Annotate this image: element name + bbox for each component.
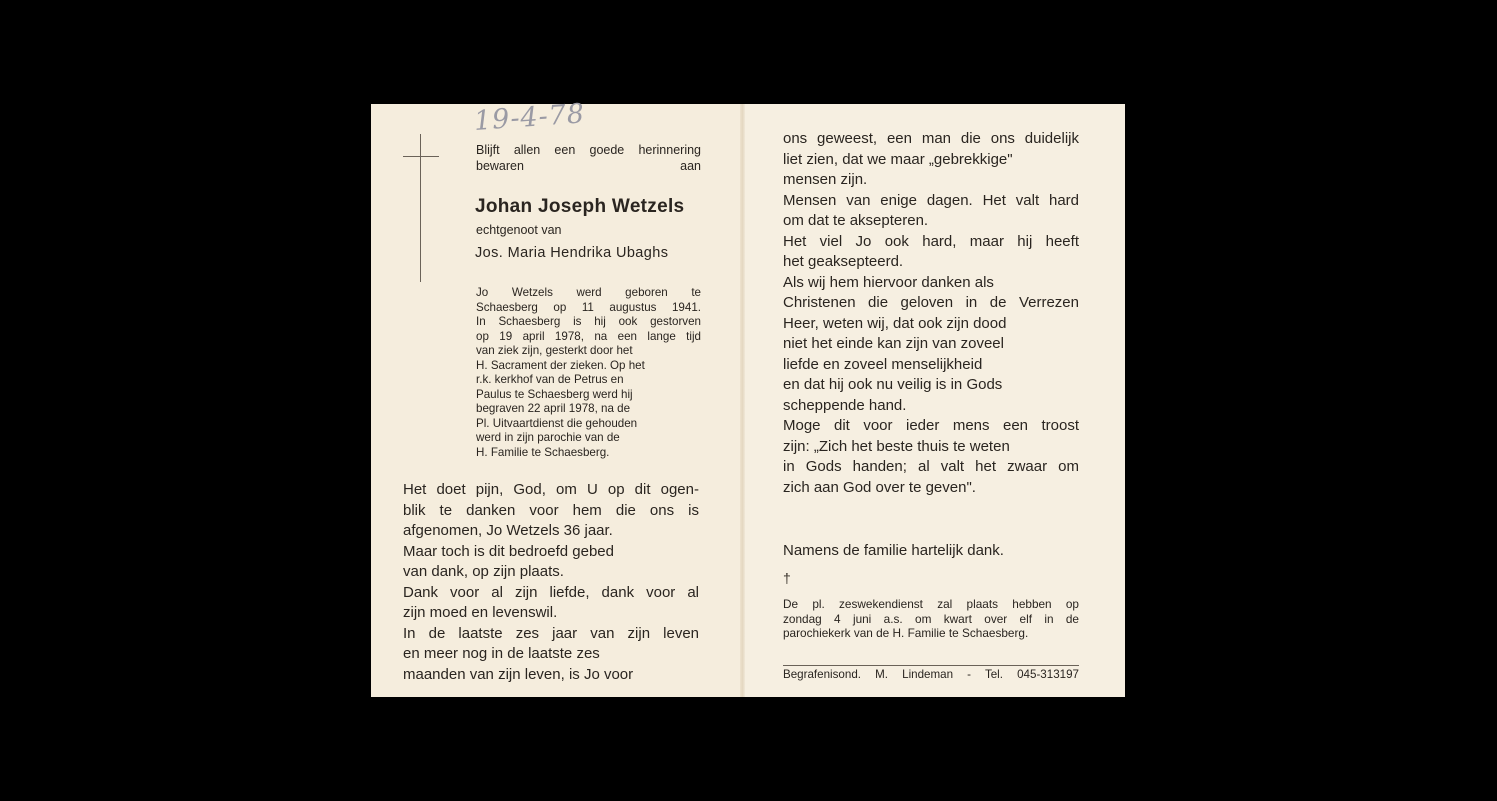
bio-line: begraven 22 april 1978, na de: [476, 402, 631, 415]
mass-notice: [783, 597, 1079, 641]
intro-text: Blijft allen een goede herinnering bewaren aan: [476, 143, 701, 173]
poem-line: niet het einde kan zijn van zoveel: [783, 335, 1004, 352]
poem-line: en meer nog in de laatste zes: [403, 645, 600, 662]
poem-line: Mensen van enige dagen. Het valt hard: [783, 191, 1079, 209]
notice-line: parochiekerk van de H. Familie te Schaesberg.: [783, 626, 1029, 640]
poem-line: maanden van zijn leven, is Jo voor: [403, 665, 634, 683]
bio-line: Schaesberg op 11 augustus 1941.: [476, 300, 701, 314]
bio-line: Jo Wetzels werd geboren te: [476, 286, 701, 299]
poem-line: Dank voor al zijn liefde, dank voor al: [403, 583, 699, 601]
cross-icon: [403, 134, 439, 282]
poem-line: en dat hij ook nu veilig is in Gods: [783, 376, 1003, 393]
undertaker-info: Begrafenisond. M. Lindeman - Tel. 045-313197: [783, 668, 1079, 681]
poem-line: Heer, weten wij, dat ook zijn dood: [783, 314, 1007, 332]
dagger-icon: †: [783, 570, 791, 586]
bio-line: r.k. kerkhof van de Petrus en: [476, 373, 624, 386]
memorial-card: [371, 98, 1125, 697]
spouse-label: echtgenoot van: [476, 223, 562, 237]
poem-line: Maar toch is dit bedroefd gebed: [403, 542, 614, 560]
poem-line: blik te danken voor hem die ons is: [403, 501, 699, 519]
poem-line: Het doet pijn, God, om U op dit ogen-: [403, 481, 699, 498]
poem-line: Moge dit voor ieder mens een troost: [783, 417, 1079, 434]
poem-line: afgenomen, Jo Wetzels 36 jaar.: [403, 522, 613, 539]
bio-line: H. Familie te Schaesberg.: [476, 445, 610, 459]
bio-line: op 19 april 1978, na een lange tijd: [476, 329, 701, 343]
divider: [783, 665, 1079, 666]
poem-line: mensen zijn.: [783, 171, 868, 188]
poem-line: in Gods handen; al valt het zwaar om: [783, 458, 1079, 475]
bio-line: van ziek zijn, gesterkt door het: [476, 344, 633, 357]
poem-line: In de laatste zes jaar van zijn leven: [403, 624, 699, 642]
poem-line: ons geweest, een man die ons duidelijk: [783, 130, 1079, 147]
bio-line: werd in zijn parochie van de: [476, 431, 620, 444]
poem-line: zijn moed en levenswil.: [403, 604, 558, 621]
poem-line: scheppende hand.: [783, 396, 907, 414]
bio-line: Pl. Uitvaartdienst die gehouden: [476, 416, 638, 430]
poem-line: Als wij hem hiervoor danken als: [783, 273, 994, 291]
bio-line: H. Sacrament der zieken. Op het: [476, 358, 645, 372]
card-fold: [740, 104, 745, 697]
bio-line: Paulus te Schaesberg werd hij: [476, 387, 633, 401]
poem-line: Christenen die geloven in de Verrezen: [783, 294, 1079, 311]
notice-line: De pl. zeswekendienst zal plaats hebben op: [783, 597, 1079, 611]
poem-line: zijn: „Zich het beste thuis te weten: [783, 437, 1010, 455]
deceased-name: Johan Joseph Wetzels: [475, 196, 685, 217]
biography: [476, 286, 701, 460]
poem-right: [783, 129, 1079, 498]
poem-line: van dank, op zijn plaats.: [403, 563, 564, 580]
poem-line: zich aan God over te geven".: [783, 478, 976, 496]
family-thanks: Namens de familie hartelijk dank.: [783, 542, 1004, 559]
poem-line: liet zien, dat we maar „gebrekkige": [783, 150, 1013, 168]
poem-line: liefde en zoveel menselijkheid: [783, 355, 983, 373]
notice-line: zondag 4 juni a.s. om kwart over elf in de: [783, 611, 1079, 626]
spouse-name: Jos. Maria Hendrika Ubaghs: [475, 245, 669, 261]
bio-line: In Schaesberg is hij ook gestorven: [476, 315, 701, 328]
poem-left: [403, 480, 699, 685]
poem-line: Het viel Jo ook hard, maar hij heeft: [783, 232, 1079, 250]
poem-line: om dat te aksepteren.: [783, 212, 929, 229]
poem-line: het geaksepteerd.: [783, 253, 904, 270]
handwritten-date: 19-4-78: [473, 98, 587, 137]
